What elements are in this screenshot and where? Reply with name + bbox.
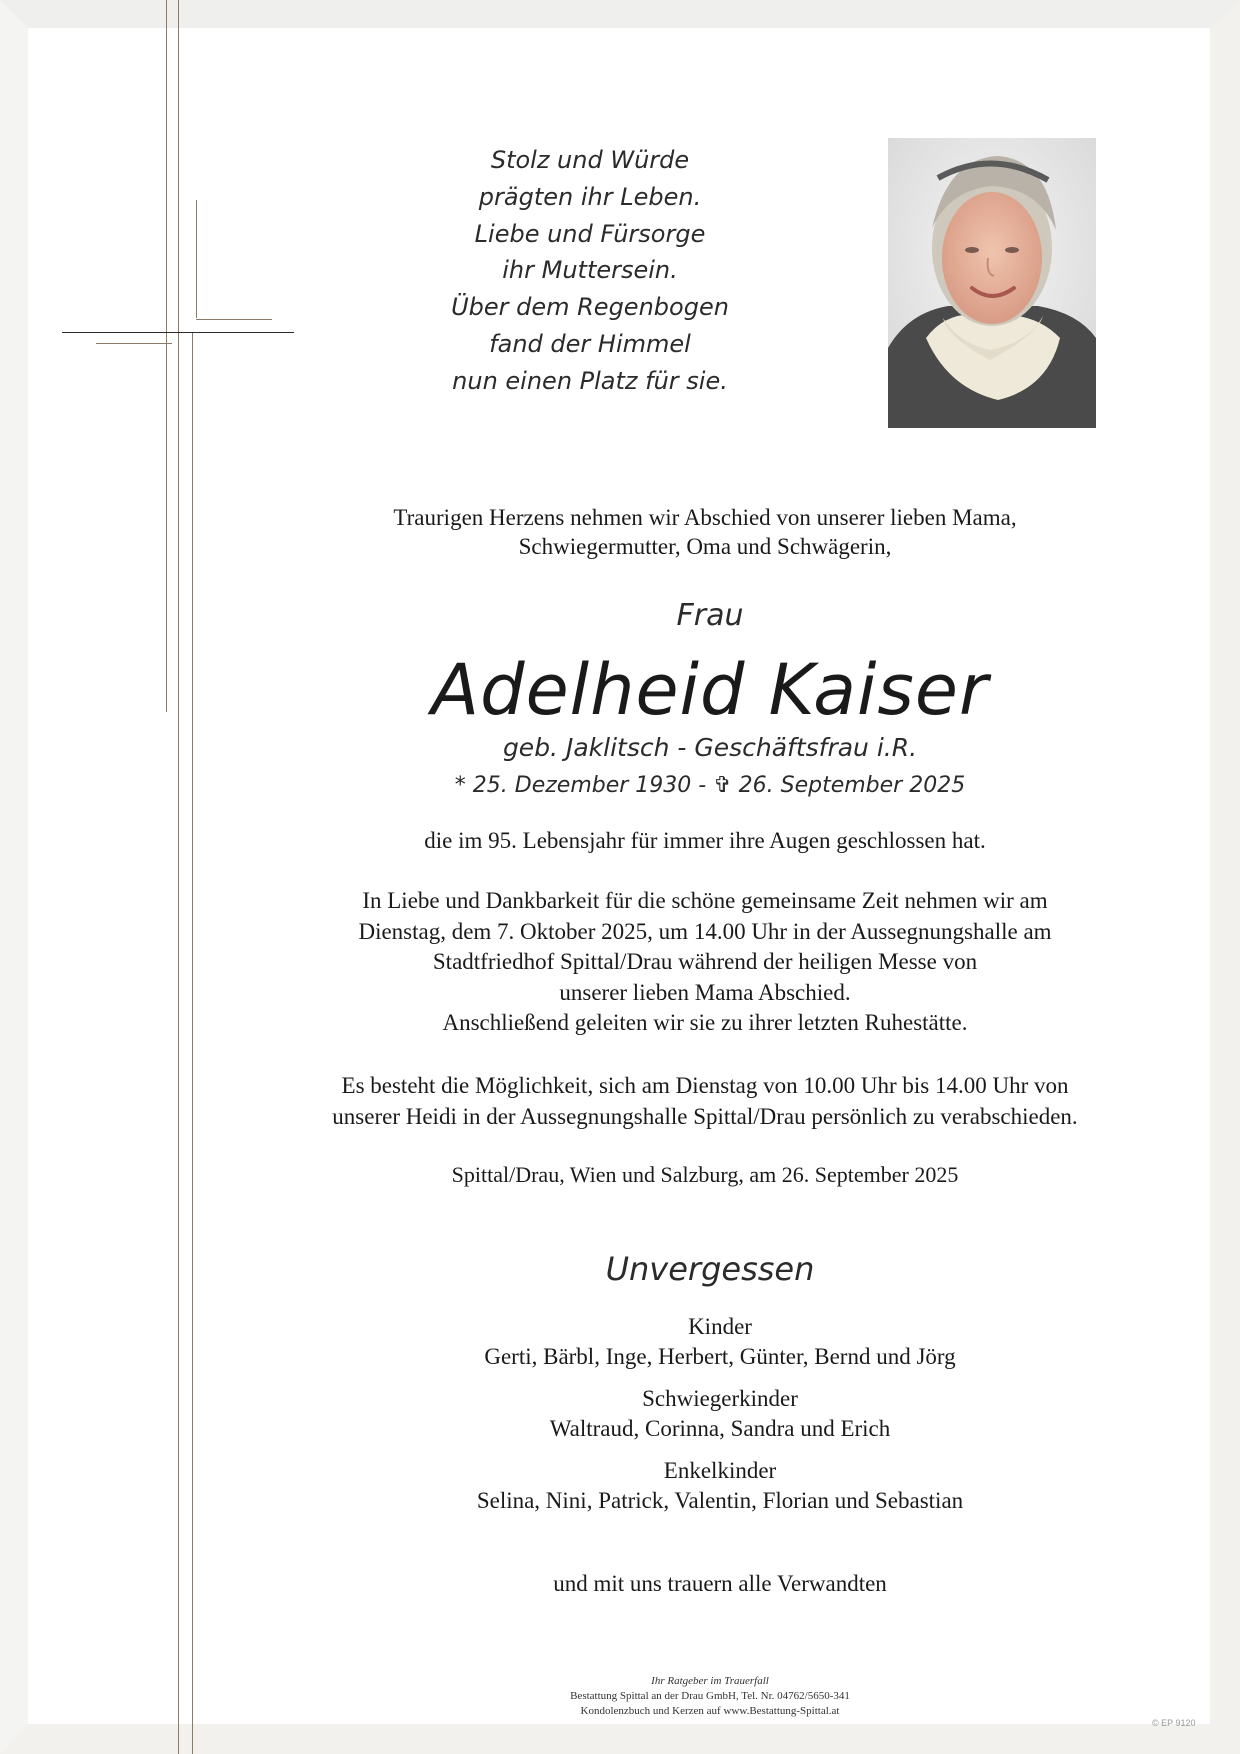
intro-line: Traurigen Herzens nehmen wir Abschied von unserer lieben Mama,: [393, 505, 1017, 530]
family-names: Waltraud, Corinna, Sandra und Erich: [549, 1416, 891, 1441]
poem-line: prägten ihr Leben.: [478, 182, 702, 211]
intro-text: [280, 503, 1130, 561]
family-group-children: [330, 1312, 1110, 1372]
footer-company: Bestattung Spittal an der Drau GmbH, Tel. Nr. 04762/5650-341: [570, 1690, 850, 1702]
family-group-grandchildren: [330, 1456, 1110, 1516]
poem-line: Über dem Regenbogen: [451, 293, 729, 322]
funeral-home-footer: [440, 1674, 980, 1719]
footer-condolence: Kondolenzbuch und Kerzen auf www.Bestattung-Spittal.at: [580, 1705, 840, 1717]
poem-line: ihr Muttersein.: [502, 256, 678, 285]
portrait-photo: [888, 138, 1096, 428]
unvergessen-heading: Unvergessen: [605, 1250, 815, 1288]
document-code: © EP 9120: [1152, 1718, 1196, 1728]
ceremony-text: [230, 886, 1180, 1039]
farewell-text: [230, 1071, 1180, 1132]
poem-line: fand der Himmel: [489, 329, 691, 358]
poem-line: Liebe und Fürsorge: [474, 219, 706, 248]
salutation: Frau: [676, 598, 744, 633]
memorial-poem: [400, 142, 780, 400]
ceremony-line: unserer lieben Mama Abschied.: [559, 979, 851, 1005]
family-label: Kinder: [688, 1314, 752, 1339]
deceased-subtitle: geb. Jaklitsch - Geschäftsfrau i.R.: [502, 733, 918, 762]
life-dates: * 25. Dezember 1930 - ✞ 26. September 2025: [454, 773, 966, 798]
place-date: Spittal/Drau, Wien und Salzburg, am 26. September 2025: [451, 1162, 959, 1187]
ceremony-line: Stadtfriedhof Spittal/Drau während der heiligen Messe von: [432, 949, 978, 974]
family-names: Selina, Nini, Patrick, Valentin, Florian und Sebastian: [476, 1488, 964, 1513]
poem-line: Stolz und Würde: [490, 146, 690, 174]
family-label: Enkelkinder: [663, 1458, 777, 1483]
ceremony-line: In Liebe und Dankbarkeit für die schöne gemeinsame Zeit nehmen wir am: [362, 888, 1048, 913]
footer-tagline: Ihr Ratgeber im Trauerfall: [651, 1675, 769, 1687]
family-names: Gerti, Bärbl, Inge, Herbert, Günter, Bernd und Jörg: [484, 1344, 956, 1369]
family-label: Schwiegerkinder: [642, 1386, 798, 1411]
relatives-line: und mit uns trauern alle Verwandten: [553, 1571, 887, 1596]
lebensjahr-text: die im 95. Lebensjahr für immer ihre Augen geschlossen hat.: [424, 828, 986, 853]
family-group-inlaws: [330, 1384, 1110, 1444]
intro-line: Schwiegermutter, Oma und Schwägerin,: [518, 534, 892, 559]
poem-line: nun einen Platz für sie.: [452, 366, 728, 395]
family-list: [330, 1312, 1110, 1528]
deceased-name: Adelheid Kaiser: [431, 649, 989, 731]
ceremony-line: Anschließend geleiten wir sie zu ihrer letzten Ruhestätte.: [442, 1010, 968, 1035]
ceremony-line: Dienstag, dem 7. Oktober 2025, um 14.00 Uhr in der Aussegnungshalle am: [358, 918, 1052, 944]
farewell-line: unserer Heidi in der Aussegnungshalle Spittal/Drau persönlich zu verabschieden.: [332, 1103, 1078, 1129]
farewell-line: Es besteht die Möglichkeit, sich am Dienstag von 10.00 Uhr bis 14.00 Uhr von: [341, 1073, 1069, 1098]
